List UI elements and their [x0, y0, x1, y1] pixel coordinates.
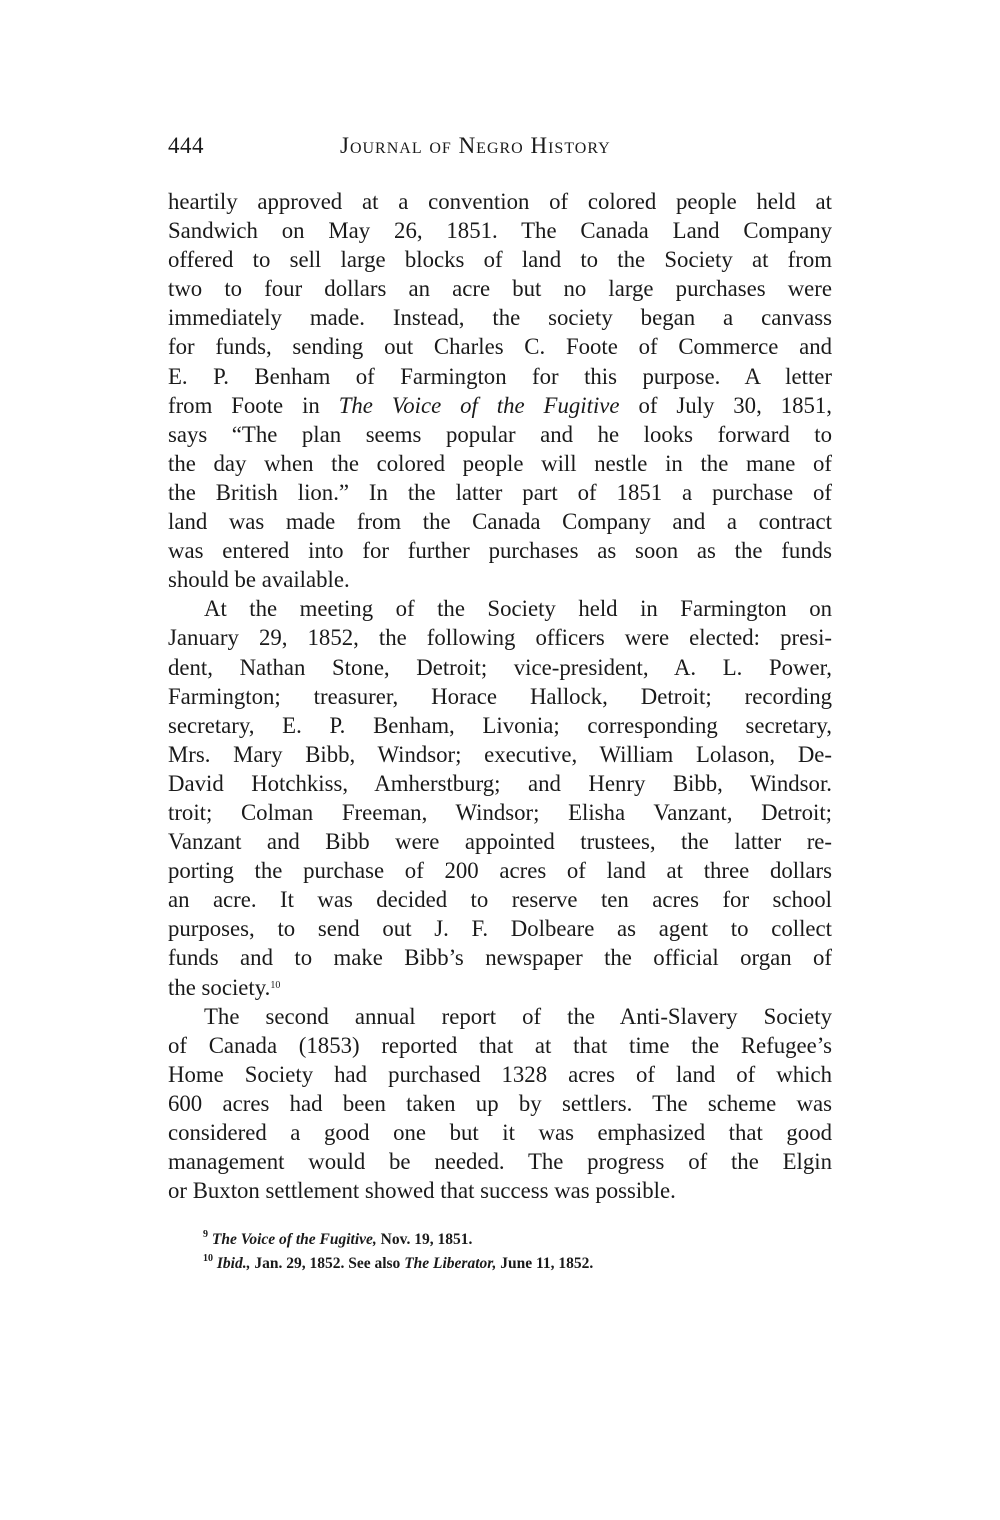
- footnote-marker: 10: [270, 979, 281, 991]
- paragraph: [168, 594, 832, 1001]
- text-line: [168, 1031, 832, 1060]
- text-run: January 29, 1852, the following officers were elected: presi-: [168, 625, 832, 651]
- text-line: [168, 653, 832, 682]
- text-line: [168, 798, 832, 827]
- body-text: [168, 187, 832, 1205]
- text-line: [168, 187, 832, 216]
- text-line: [168, 740, 832, 769]
- italic-title: Ibid.,: [216, 1255, 251, 1272]
- text-run: porting the purchase of 200 acres of land at three dollars: [168, 858, 832, 884]
- italic-title: The Voice of the Fugitive,: [211, 1231, 377, 1248]
- text-run: or Buxton settlement showed that success was possible.: [168, 1178, 676, 1204]
- text-line: [168, 507, 832, 536]
- text-run: Home Society had purchased 1328 acres of land of which: [168, 1061, 832, 1087]
- text-line: [168, 594, 832, 623]
- text-run: land was made from the Canada Company and a contract: [168, 509, 832, 535]
- footnotes: [203, 1228, 833, 1276]
- text-run: considered a good one but it was emphasized that good: [168, 1120, 832, 1145]
- text-line: [168, 1060, 832, 1089]
- italic-title: The Liberator,: [404, 1255, 497, 1272]
- text-run: says “The plan seems popular and he looks forward to: [168, 421, 832, 447]
- text-run: dent, Nathan Stone, Detroit; vice-president, A. L. Power,: [168, 654, 832, 680]
- text-line: [168, 914, 832, 943]
- text-line: [168, 565, 832, 594]
- text-run: Vanzant and Bibb were appointed trustees, the latter re-: [168, 829, 832, 855]
- footnote: [203, 1252, 833, 1276]
- text-run: secretary, E. P. Benham, Livonia; corresponding secretary,: [168, 712, 832, 738]
- text-line: [168, 274, 832, 303]
- italic-title: The Voice of the Fugitive: [338, 392, 620, 418]
- page-header: [168, 133, 832, 169]
- footnote: [203, 1228, 833, 1252]
- text-run: David Hotchkiss, Amherstburg; and Henry Bibb, Windsor.: [168, 770, 832, 796]
- page-number: 444: [168, 133, 204, 158]
- footnote-marker: 10: [203, 1253, 213, 1264]
- text-line: [168, 827, 832, 856]
- text-run: Nov. 19, 1851.: [376, 1231, 473, 1248]
- text-run: the day when the colored people will nestle in the mane of: [168, 450, 832, 476]
- text-line: [168, 973, 832, 1002]
- text-run: Mrs. Mary Bibb, Windsor; executive, William Lolason, De-: [168, 741, 832, 767]
- text-line: [168, 391, 832, 420]
- text-line: [168, 1089, 832, 1118]
- text-run: The second annual report of the Anti-Slavery Society: [204, 1003, 832, 1029]
- text-run: the British lion.” In the latter part of 1851 a purchase of: [168, 479, 832, 505]
- text-line: [168, 943, 832, 972]
- paragraph: [168, 1002, 832, 1206]
- text-line: [168, 1176, 832, 1205]
- text-line: [168, 216, 832, 245]
- paragraph: [168, 187, 832, 594]
- text-run: management would be needed. The progress of the Elgin: [168, 1149, 832, 1175]
- text-run: Farmington; treasurer, Horace Hallock, Detroit; recording: [168, 683, 832, 709]
- text-run: immediately made. Instead, the society began a canvass: [168, 305, 832, 331]
- text-line: [168, 420, 832, 449]
- text-run: of July 30, 1851,: [619, 392, 832, 418]
- text-run: purposes, to send out J. F. Dolbeare as agent to collect: [168, 916, 832, 942]
- text-run: for funds, sending out Charles C. Foote of Commerce and: [168, 334, 832, 360]
- text-line: [168, 449, 832, 478]
- text-run: Jan. 29, 1852. See also: [250, 1255, 405, 1272]
- text-line: [168, 362, 832, 391]
- text-line: [168, 623, 832, 652]
- text-run: two to four dollars an acre but no large purchases were: [168, 276, 832, 302]
- text-line: [168, 1002, 832, 1031]
- text-line: [168, 711, 832, 740]
- text-run: At the meeting of the Society held in Farmington on: [204, 596, 832, 622]
- text-run: from Foote in: [168, 392, 339, 418]
- text-line: [168, 303, 832, 332]
- text-run: 600 acres had been taken up by settlers. The scheme was: [168, 1090, 832, 1116]
- text-line: [168, 332, 832, 361]
- footnote-marker: 9: [203, 1229, 208, 1240]
- text-run: troit; Colman Freeman, Windsor; Elisha Vanzant, Detroit;: [168, 799, 832, 825]
- text-line: [168, 536, 832, 565]
- text-run: offered to sell large blocks of land to the Society at from: [168, 247, 832, 273]
- running-head: Journal of Negro History: [340, 133, 611, 158]
- text-run: Sandwich on May 26, 1851. The Canada Land Company: [168, 218, 832, 244]
- text-line: [168, 885, 832, 914]
- text-run: the society.: [168, 974, 271, 1000]
- text-line: [168, 856, 832, 885]
- text-run: funds and to make Bibb’s newspaper the official organ of: [168, 945, 832, 971]
- text-run: heartily approved at a convention of colored people held at: [168, 189, 832, 214]
- text-line: [168, 245, 832, 274]
- text-line: [168, 1147, 832, 1176]
- text-run: June 11, 1852.: [496, 1255, 594, 1272]
- text-run: was entered into for further purchases as soon as the funds: [168, 538, 832, 564]
- text-line: [168, 1118, 832, 1147]
- text-run: should be available.: [168, 567, 350, 593]
- text-line: [168, 769, 832, 798]
- text-run: of Canada (1853) reported that at that time the Refugee’s: [168, 1032, 832, 1058]
- text-line: [168, 478, 832, 507]
- text-run: E. P. Benham of Farmington for this purpose. A letter: [168, 363, 832, 389]
- text-run: an acre. It was decided to reserve ten acres for school: [168, 887, 832, 913]
- text-line: [168, 682, 832, 711]
